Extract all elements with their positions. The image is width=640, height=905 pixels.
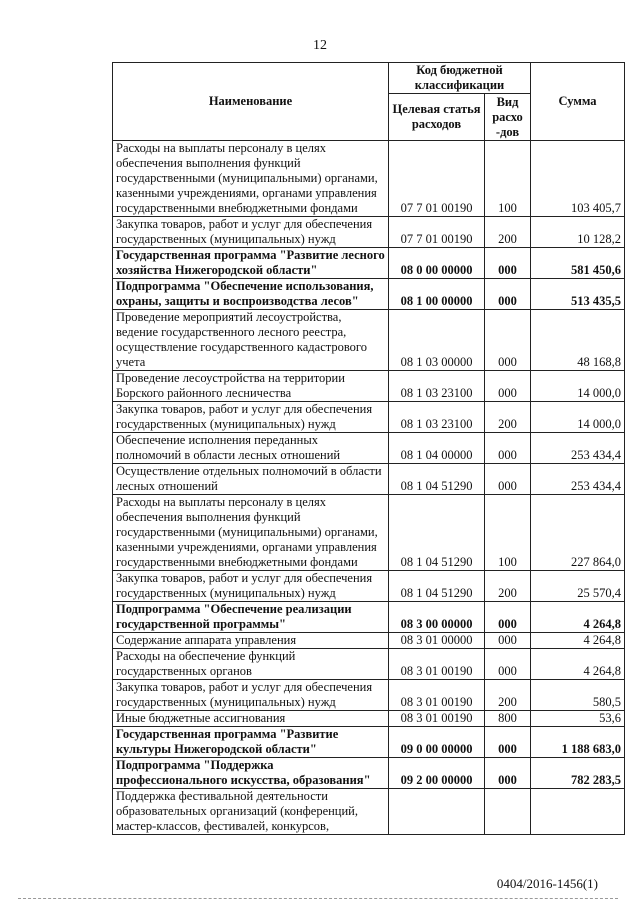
row-name-cell: Государственная программа "Развитие культуры Нижегородской области" <box>113 727 389 758</box>
row-sum-cell: 53,6 <box>531 711 625 727</box>
row-name-cell: Проведение лесоустройства на территории Борского районного лесничества <box>113 371 389 402</box>
table-row <box>113 464 625 495</box>
table-row <box>113 758 625 789</box>
row-kind-cell: 000 <box>485 727 531 758</box>
table-row <box>113 279 625 310</box>
row-kind-cell: 000 <box>485 248 531 279</box>
row-code-cell <box>389 789 485 835</box>
row-code-cell: 08 3 01 00000 <box>389 633 485 649</box>
table-row <box>113 789 625 835</box>
header-name: Наименование <box>113 63 389 141</box>
row-kind-cell: 100 <box>485 495 531 571</box>
row-code-cell: 07 7 01 00190 <box>389 217 485 248</box>
table-row <box>113 433 625 464</box>
row-sum-cell: 227 864,0 <box>531 495 625 571</box>
row-code-cell: 08 1 03 23100 <box>389 402 485 433</box>
table-body <box>113 141 625 835</box>
row-name-cell: Проведение мероприятий лесоустройства, ведение государственного лесного реестра, осуществление государственного кадастрового учета <box>113 310 389 371</box>
header-classification: Код бюджетной классификации <box>389 63 531 94</box>
bottom-divider <box>18 898 618 899</box>
row-kind-cell: 800 <box>485 711 531 727</box>
table-row <box>113 633 625 649</box>
row-sum-cell: 513 435,5 <box>531 279 625 310</box>
row-code-cell: 08 1 04 51290 <box>389 464 485 495</box>
row-code-cell: 08 1 03 00000 <box>389 310 485 371</box>
row-sum-cell: 4 264,8 <box>531 633 625 649</box>
row-kind-cell: 200 <box>485 217 531 248</box>
header-expense-type: Вид расхо -дов <box>485 94 531 141</box>
row-code-cell: 08 1 03 23100 <box>389 371 485 402</box>
table-row <box>113 217 625 248</box>
row-kind-cell: 000 <box>485 310 531 371</box>
row-sum-cell: 103 405,7 <box>531 141 625 217</box>
row-kind-cell: 000 <box>485 602 531 633</box>
page-number: 12 <box>313 38 327 53</box>
row-name-cell: Закупка товаров, работ и услуг для обеспечения государственных (муниципальных) нужд <box>113 571 389 602</box>
row-kind-cell: 200 <box>485 571 531 602</box>
row-code-cell: 09 0 00 00000 <box>389 727 485 758</box>
row-sum-cell: 14 000,0 <box>531 371 625 402</box>
header-row-top <box>113 63 625 94</box>
header-amount: Сумма <box>531 63 625 141</box>
row-sum-cell: 48 168,8 <box>531 310 625 371</box>
row-name-cell: Содержание аппарата управления <box>113 633 389 649</box>
table-row <box>113 727 625 758</box>
budget-table <box>112 62 625 835</box>
row-code-cell: 08 1 04 51290 <box>389 495 485 571</box>
table-row <box>113 402 625 433</box>
row-kind-cell: 200 <box>485 680 531 711</box>
row-code-cell: 08 3 01 00190 <box>389 680 485 711</box>
table-row <box>113 371 625 402</box>
row-name-cell: Закупка товаров, работ и услуг для обеспечения государственных (муниципальных) нужд <box>113 402 389 433</box>
row-name-cell: Поддержка фестивальной деятельности образовательных организаций (конференций, мастер-классов, фестивалей, конкурсов, <box>113 789 389 835</box>
row-name-cell: Подпрограмма "Обеспечение использования, охраны, защиты и воспроизводства лесов" <box>113 279 389 310</box>
row-sum-cell: 10 128,2 <box>531 217 625 248</box>
row-name-cell: Обеспечение исполнения переданных полномочий в области лесных отношений <box>113 433 389 464</box>
header-target-item: Целевая статья расходов <box>389 94 485 141</box>
row-kind-cell: 100 <box>485 141 531 217</box>
table-row <box>113 680 625 711</box>
row-sum-cell: 253 434,4 <box>531 433 625 464</box>
table-row <box>113 310 625 371</box>
row-kind-cell: 000 <box>485 279 531 310</box>
row-name-cell: Подпрограмма "Поддержка профессионального искусства, образования" <box>113 758 389 789</box>
row-kind-cell: 000 <box>485 433 531 464</box>
row-kind-cell: 000 <box>485 758 531 789</box>
row-code-cell: 07 7 01 00190 <box>389 141 485 217</box>
row-sum-cell: 14 000,0 <box>531 402 625 433</box>
row-kind-cell <box>485 789 531 835</box>
row-sum-cell: 782 283,5 <box>531 758 625 789</box>
row-kind-cell: 000 <box>485 633 531 649</box>
row-sum-cell: 4 264,8 <box>531 602 625 633</box>
table-row <box>113 711 625 727</box>
row-sum-cell: 580,5 <box>531 680 625 711</box>
table-row <box>113 495 625 571</box>
row-code-cell: 08 1 04 00000 <box>389 433 485 464</box>
row-sum-cell: 253 434,4 <box>531 464 625 495</box>
row-code-cell: 08 3 01 00190 <box>389 711 485 727</box>
table-row <box>113 571 625 602</box>
table-row <box>113 649 625 680</box>
row-code-cell: 08 3 00 00000 <box>389 602 485 633</box>
row-sum-cell: 25 570,4 <box>531 571 625 602</box>
row-name-cell: Закупка товаров, работ и услуг для обеспечения государственных (муниципальных) нужд <box>113 217 389 248</box>
row-kind-cell: 000 <box>485 649 531 680</box>
table-row <box>113 248 625 279</box>
row-sum-cell <box>531 789 625 835</box>
row-name-cell: Закупка товаров, работ и услуг для обеспечения государственных (муниципальных) нужд <box>113 680 389 711</box>
table-row <box>113 602 625 633</box>
table-row <box>113 141 625 217</box>
row-code-cell: 08 1 00 00000 <box>389 279 485 310</box>
row-code-cell: 08 3 01 00190 <box>389 649 485 680</box>
row-kind-cell: 000 <box>485 464 531 495</box>
row-code-cell: 08 1 04 51290 <box>389 571 485 602</box>
row-code-cell: 08 0 00 00000 <box>389 248 485 279</box>
row-name-cell: Государственная программа "Развитие лесного хозяйства Нижегородской области" <box>113 248 389 279</box>
row-name-cell: Иные бюджетные ассигнования <box>113 711 389 727</box>
row-sum-cell: 581 450,6 <box>531 248 625 279</box>
row-kind-cell: 000 <box>485 371 531 402</box>
row-name-cell: Расходы на выплаты персоналу в целях обеспечения выполнения функций государственными (муниципальными) органами, казенными учреждениями, органами управления государственными внебюджетными фондами <box>113 495 389 571</box>
row-sum-cell: 1 188 683,0 <box>531 727 625 758</box>
document-code: 0404/2016-1456(1) <box>496 876 598 891</box>
row-kind-cell: 200 <box>485 402 531 433</box>
row-name-cell: Подпрограмма "Обеспечение реализации государственной программы" <box>113 602 389 633</box>
row-name-cell: Расходы на обеспечение функций государственных органов <box>113 649 389 680</box>
row-sum-cell: 4 264,8 <box>531 649 625 680</box>
row-name-cell: Осуществление отдельных полномочий в области лесных отношений <box>113 464 389 495</box>
row-code-cell: 09 2 00 00000 <box>389 758 485 789</box>
row-name-cell: Расходы на выплаты персоналу в целях обеспечения выполнения функций государственными (муниципальными) органами, казенными учреждениями, органами управления государственными внебюджетными фондами <box>113 141 389 217</box>
